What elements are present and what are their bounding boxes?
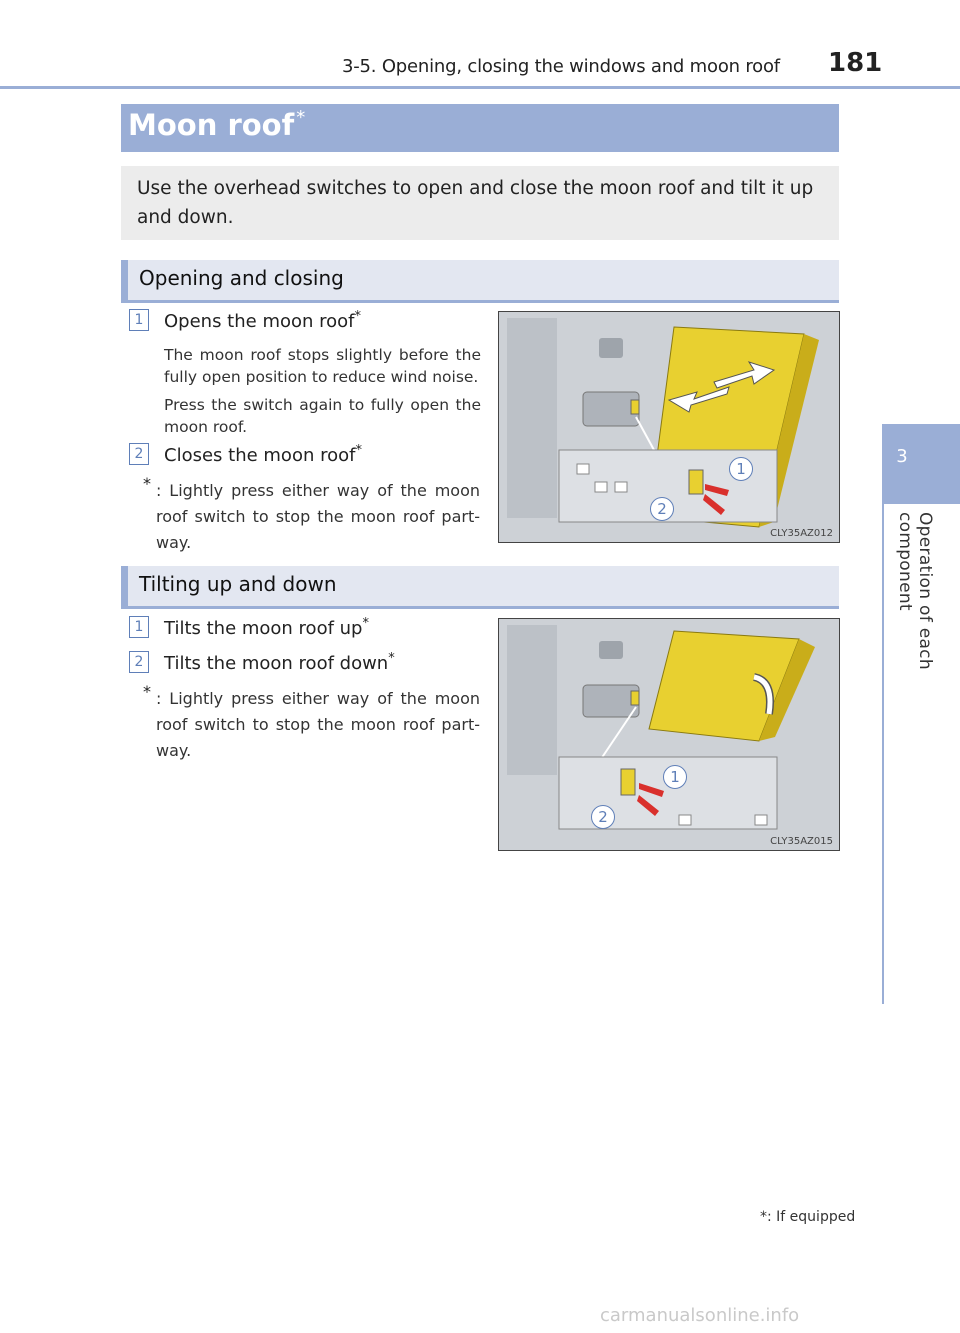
section-heading-tilting — [121, 566, 839, 609]
note-wind-noise: The moon roof stops slightly before the fully open position to reduce wind noise. — [164, 346, 481, 386]
moonroof-tilt-illustration — [499, 619, 839, 850]
step-label: Opens the moon roof — [164, 311, 355, 332]
figure-open-close — [498, 311, 840, 543]
footnote-mark: * — [143, 682, 151, 701]
figure-callout-1: 1 — [663, 765, 687, 789]
step-label: Tilts the moon roof down — [164, 653, 389, 674]
footnote-text: : Lightly press either way of the moon roof switch to stop the moon roof part-way. — [156, 689, 480, 760]
equipped-mark: * — [355, 443, 362, 458]
section-heading-text: Opening and closing — [139, 266, 344, 290]
equipped-mark: * — [296, 107, 306, 128]
figure-code: CLY35AZ015 — [770, 836, 833, 847]
intro-text: Use the overhead switches to open and close the moon roof and tilt it up and down. — [137, 178, 814, 228]
equipped-footnote-text: : If equipped — [767, 1209, 856, 1225]
figure-callout-2: 2 — [650, 497, 674, 521]
watermark: carmanualsonline.info — [600, 1305, 800, 1326]
footnote-text: : Lightly press either way of the moon roof switch to stop the moon roof part-way. — [156, 481, 480, 552]
figure-callout-1: 1 — [729, 457, 753, 481]
header-divider — [0, 86, 960, 89]
equipped-footnote-mark: * — [760, 1209, 767, 1225]
figure-code: CLY35AZ012 — [770, 528, 833, 539]
header-section-title: 3-5. Opening, closing the windows and moon roof — [342, 56, 780, 77]
step-number-badge: 2 — [129, 651, 149, 673]
page-title — [128, 107, 305, 142]
section-accent-bar — [121, 260, 128, 300]
figure-callout-2: 2 — [591, 805, 615, 829]
step-number-badge: 1 — [129, 616, 149, 638]
chapter-number: 3 — [896, 446, 908, 467]
section-accent-bar — [121, 566, 128, 606]
chapter-rule — [882, 504, 884, 1004]
step-text — [164, 309, 361, 332]
page-number: 181 — [828, 48, 883, 78]
section-heading-text: Tilting up and down — [139, 572, 337, 596]
figure-tilting — [498, 618, 840, 851]
step-label: Tilts the moon roof up — [164, 618, 363, 639]
step-text — [164, 651, 395, 674]
equipped-footnote — [760, 1209, 855, 1225]
section-heading-opening — [121, 260, 839, 303]
step-label: Closes the moon roof — [164, 445, 356, 466]
note-fully-open: Press the switch again to fully open the moon roof. — [164, 396, 481, 436]
step-text — [164, 443, 362, 466]
step-number-badge: 1 — [129, 309, 149, 331]
equipped-mark: * — [388, 651, 395, 666]
equipped-mark: * — [362, 616, 369, 631]
page-title-text: Moon roof — [128, 108, 295, 142]
step-text — [164, 616, 369, 639]
footnote-mark: * — [143, 474, 151, 493]
chapter-label: Operation of each component — [895, 512, 935, 670]
step-number-badge: 2 — [129, 443, 149, 465]
equipped-mark: * — [354, 309, 361, 324]
